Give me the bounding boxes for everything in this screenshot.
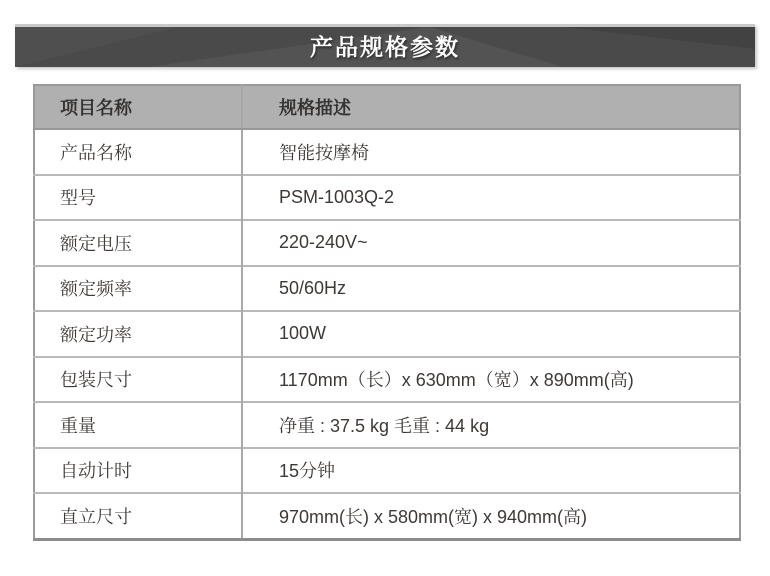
row-label: 额定功率: [34, 311, 242, 357]
row-value: 净重 : 37.5 kg 毛重 : 44 kg: [242, 402, 740, 448]
table-row: [34, 220, 740, 266]
table-row: [34, 175, 740, 221]
row-label: 包装尺寸: [34, 357, 242, 403]
row-label: 额定频率: [34, 266, 242, 312]
row-value: PSM-1003Q-2: [242, 175, 740, 221]
row-value: 1170mm（长）x 630mm（宽）x 890mm(高): [242, 357, 740, 403]
table-row: [34, 357, 740, 403]
row-label: 自动计时: [34, 448, 242, 494]
column-header-item-name: 项目名称: [34, 85, 242, 129]
table-row: [34, 448, 740, 494]
row-label: 直立尺寸: [34, 493, 242, 539]
table-row: [34, 129, 740, 175]
row-value: 970mm(长) x 580mm(宽) x 940mm(高): [242, 493, 740, 539]
row-value: 220-240V~: [242, 220, 740, 266]
title-banner: [15, 24, 755, 67]
table-row: [34, 311, 740, 357]
row-value: 100W: [242, 311, 740, 357]
table-header-row: [34, 85, 740, 129]
page-title: 产品规格参数: [310, 34, 460, 60]
table-row: [34, 493, 740, 539]
row-label: 产品名称: [34, 129, 242, 175]
spec-table: [33, 84, 741, 541]
row-label: 型号: [34, 175, 242, 221]
column-header-spec-desc: 规格描述: [242, 85, 740, 129]
table-row: [34, 402, 740, 448]
table-row: [34, 266, 740, 312]
row-value: 15分钟: [242, 448, 740, 494]
row-value: 智能按摩椅: [242, 129, 740, 175]
row-value: 50/60Hz: [242, 266, 740, 312]
row-label: 重量: [34, 402, 242, 448]
row-label: 额定电压: [34, 220, 242, 266]
